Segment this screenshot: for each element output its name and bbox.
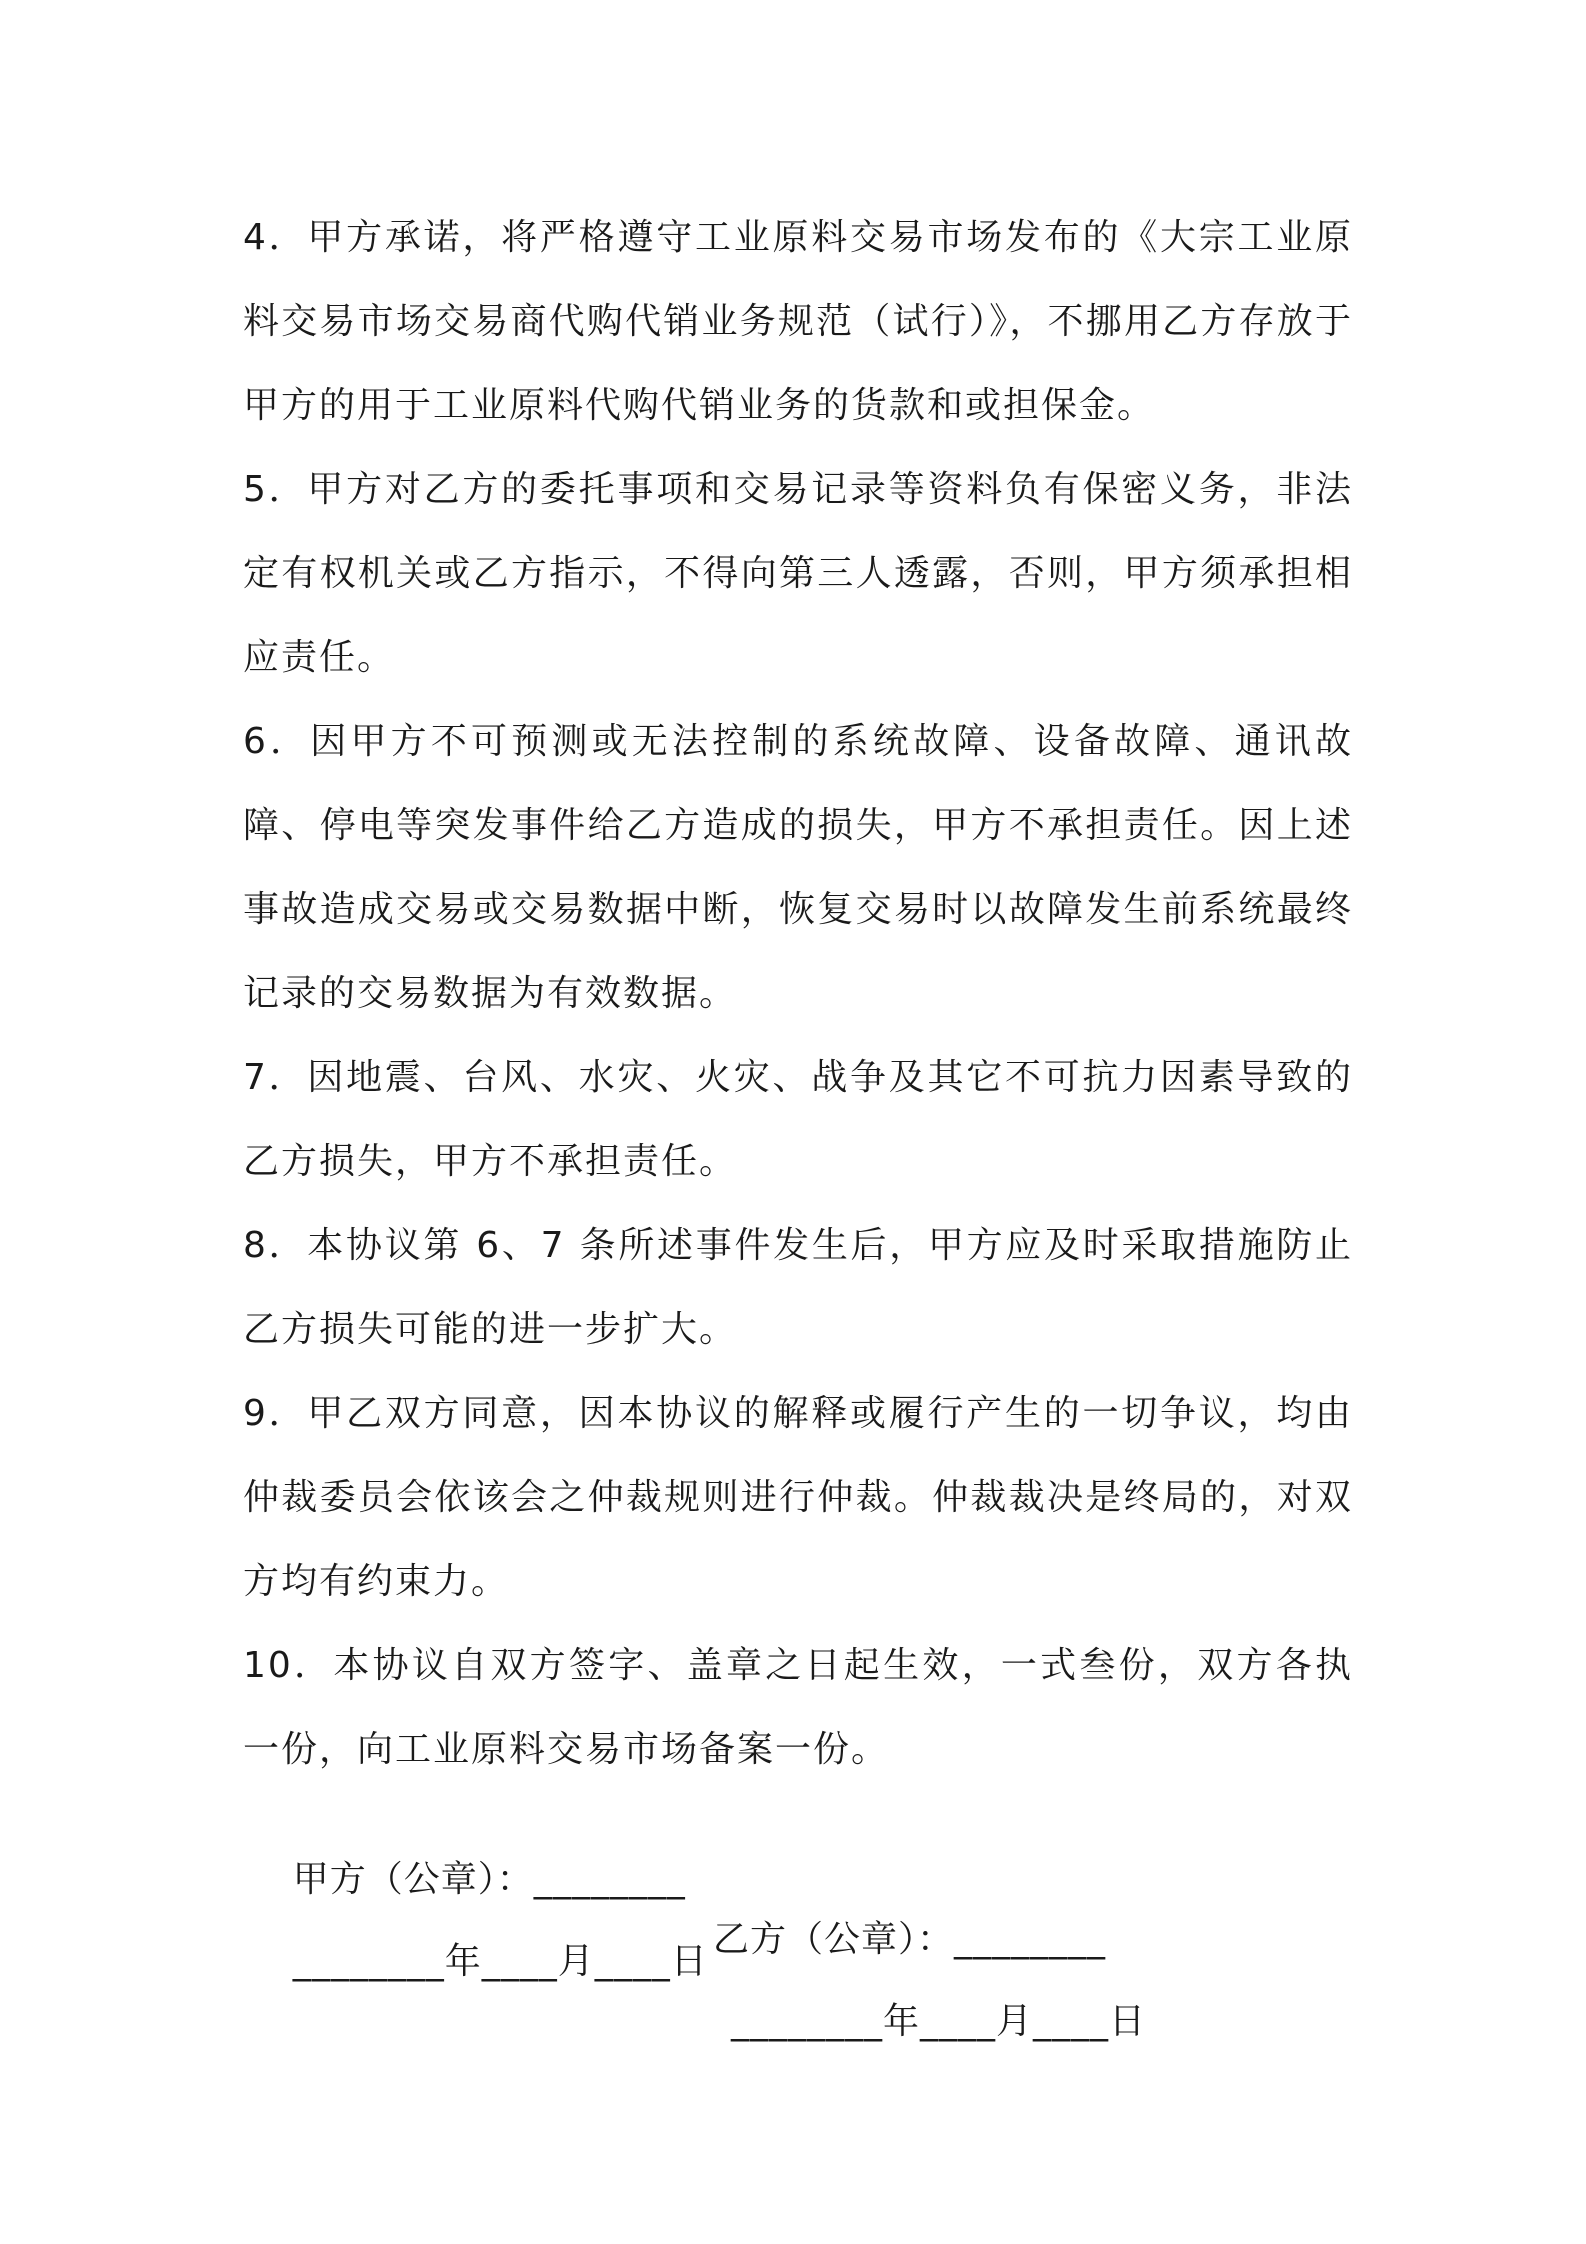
clause-9: 9．甲乙双方同意，因本协议的解释或履行产生的一切争议，均由仲裁委员会依该会之仲裁规则进行仲裁。仲裁裁决是终局的，对双方均有约束力。 [243,1393,1353,1602]
clause-6: 6．因甲方不可预测或无法控制的系统故障、设备故障、通讯故障、停电等突发事件给乙方造成的损失，甲方不承担责任。因上述事故造成交易或交易数据中断，恢复交易时以故障发生前系统最终记录的交易数据为有效数据。 [243,721,1353,1014]
party-a-seal-label: 甲方（公章）：________ [292,1859,686,1900]
agreement-clauses [243,196,1353,1792]
clause-8: 8．本协议第 6、7 条所述事件发生后，甲方应及时采取措施防止乙方损失可能的进一步扩大。 [243,1225,1353,1350]
clause-7: 7．因地震、台风、水灾、火灾、战争及其它不可抗力因素导致的乙方损失，甲方不承担责任。 [243,1057,1353,1182]
party-b-date: ________年____月____日 [731,2001,1146,2042]
clause-5: 5．甲方对乙方的委托事项和交易记录等资料负有保密义务，非法定有权机关或乙方指示，不得向第三人透露，否则，甲方须承担相应责任。 [243,469,1353,678]
party-a-date: ________年____月____日 [292,1941,708,1982]
clause-10: 10．本协议自双方签字、盖章之日起生效，一式叁份，双方各执一份，向工业原料交易市场备案一份。 [243,1645,1353,1770]
clause-4: 4．甲方承诺，将严格遵守工业原料交易市场发布的《大宗工业原料交易市场交易商代购代销业务规范（试行）》，不挪用乙方存放于甲方的用于工业原料代购代销业务的货款和或担保金。 [243,217,1353,426]
party-b-seal-label: 乙方（公章）：________ [713,1919,1107,1960]
